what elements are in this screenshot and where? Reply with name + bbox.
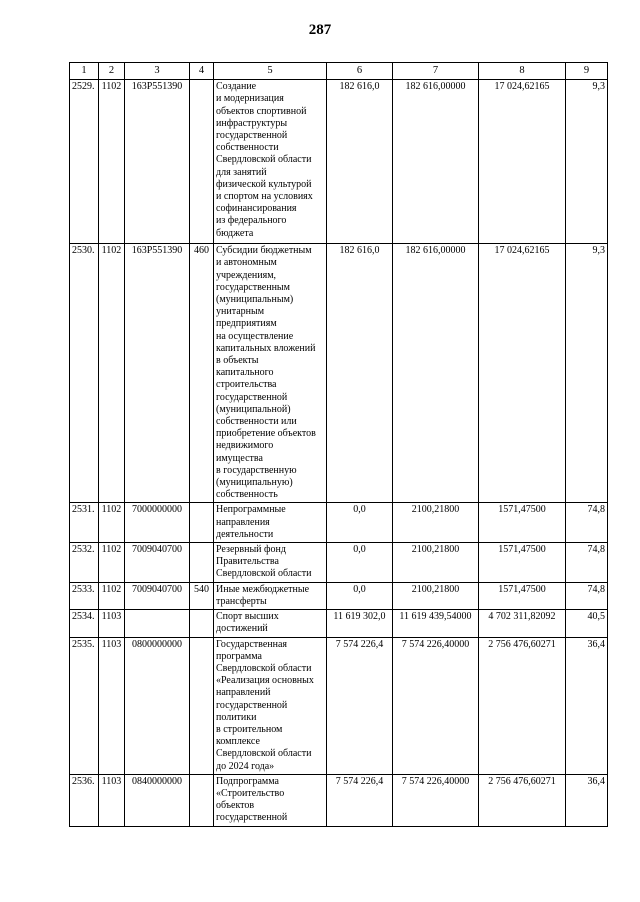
column-header: 7 xyxy=(393,63,479,80)
table-row xyxy=(70,503,608,543)
table-row xyxy=(70,80,608,244)
section-code: 1103 xyxy=(99,774,125,826)
executed-amount: 17 024,62165 xyxy=(479,80,566,244)
header-row xyxy=(70,63,608,80)
approved-amount: 0,0 xyxy=(327,543,393,583)
expense-type xyxy=(190,543,214,583)
row-number: 2534. xyxy=(70,610,99,637)
refined-amount: 2100,21800 xyxy=(393,582,479,609)
execution-percent: 40,5 xyxy=(566,610,608,637)
item-name: Субсидии бюджетным и автономным учреждениям, государственным (муниципальным) унитарным предприятиям на осуществление капитальных вложений в объекты капитального строительства государственной (муниципальной) собственности или приобретение объектов недвижимого имущества в государственную (муниципальную) собственность xyxy=(214,244,327,503)
execution-percent: 74,8 xyxy=(566,582,608,609)
target-code: 0840000000 xyxy=(125,774,190,826)
executed-amount: 17 024,62165 xyxy=(479,244,566,503)
table-row xyxy=(70,582,608,609)
refined-amount: 182 616,00000 xyxy=(393,244,479,503)
section-code: 1102 xyxy=(99,80,125,244)
item-name: Подпрограмма «Строительство объектов государственной xyxy=(214,774,327,826)
executed-amount: 4 702 311,82092 xyxy=(479,610,566,637)
executed-amount: 1571,47500 xyxy=(479,503,566,543)
target-code: 7000000000 xyxy=(125,503,190,543)
row-number: 2532. xyxy=(70,543,99,583)
refined-amount: 7 574 226,40000 xyxy=(393,774,479,826)
table-row xyxy=(70,543,608,583)
expense-type: 460 xyxy=(190,244,214,503)
page-number: 287 xyxy=(308,22,332,38)
column-header: 9 xyxy=(566,63,608,80)
executed-amount: 2 756 476,60271 xyxy=(479,774,566,826)
execution-percent: 74,8 xyxy=(566,503,608,543)
execution-percent: 36,4 xyxy=(566,637,608,774)
approved-amount: 182 616,0 xyxy=(327,80,393,244)
item-name: Иные межбюджетные трансферты xyxy=(214,582,327,609)
expense-type xyxy=(190,637,214,774)
column-header: 8 xyxy=(479,63,566,80)
budget-table xyxy=(69,62,608,827)
execution-percent: 36,4 xyxy=(566,774,608,826)
approved-amount: 7 574 226,4 xyxy=(327,774,393,826)
expense-type xyxy=(190,774,214,826)
execution-percent: 9,3 xyxy=(566,80,608,244)
column-header: 4 xyxy=(190,63,214,80)
row-number: 2533. xyxy=(70,582,99,609)
item-name: Спорт высших достижений xyxy=(214,610,327,637)
refined-amount: 2100,21800 xyxy=(393,543,479,583)
row-number: 2536. xyxy=(70,774,99,826)
approved-amount: 0,0 xyxy=(327,503,393,543)
refined-amount: 182 616,00000 xyxy=(393,80,479,244)
section-code: 1103 xyxy=(99,637,125,774)
expense-type xyxy=(190,503,214,543)
section-code: 1103 xyxy=(99,610,125,637)
approved-amount: 7 574 226,4 xyxy=(327,637,393,774)
section-code: 1102 xyxy=(99,582,125,609)
expense-type: 540 xyxy=(190,582,214,609)
table-row xyxy=(70,637,608,774)
column-header: 3 xyxy=(125,63,190,80)
table-row xyxy=(70,774,608,826)
column-header: 5 xyxy=(214,63,327,80)
item-name: Государственная программа Свердловской области «Реализация основных направлений государственной политики в строительном комплексе Свердловской области до 2024 года» xyxy=(214,637,327,774)
refined-amount: 2100,21800 xyxy=(393,503,479,543)
refined-amount: 11 619 439,54000 xyxy=(393,610,479,637)
row-number: 2531. xyxy=(70,503,99,543)
table-row xyxy=(70,610,608,637)
item-name: Непрограммные направления деятельности xyxy=(214,503,327,543)
item-name: Создание и модернизация объектов спортивной инфраструктуры государственной собственности Свердловской области для занятий физической культурой и спортом на условиях софинансирования из федерального бюджета xyxy=(214,80,327,244)
item-name: Резервный фонд Правительства Свердловской области xyxy=(214,543,327,583)
column-header: 6 xyxy=(327,63,393,80)
row-number: 2529. xyxy=(70,80,99,244)
executed-amount: 1571,47500 xyxy=(479,543,566,583)
row-number: 2535. xyxy=(70,637,99,774)
target-code xyxy=(125,610,190,637)
refined-amount: 7 574 226,40000 xyxy=(393,637,479,774)
target-code: 7009040700 xyxy=(125,543,190,583)
section-code: 1102 xyxy=(99,244,125,503)
approved-amount: 182 616,0 xyxy=(327,244,393,503)
column-header: 2 xyxy=(99,63,125,80)
executed-amount: 2 756 476,60271 xyxy=(479,637,566,774)
target-code: 0800000000 xyxy=(125,637,190,774)
table-row xyxy=(70,244,608,503)
target-code: 163P551390 xyxy=(125,244,190,503)
executed-amount: 1571,47500 xyxy=(479,582,566,609)
column-header: 1 xyxy=(70,63,99,80)
execution-percent: 74,8 xyxy=(566,543,608,583)
section-code: 1102 xyxy=(99,503,125,543)
expense-type xyxy=(190,610,214,637)
expense-type xyxy=(190,80,214,244)
execution-percent: 9,3 xyxy=(566,244,608,503)
row-number: 2530. xyxy=(70,244,99,503)
approved-amount: 0,0 xyxy=(327,582,393,609)
approved-amount: 11 619 302,0 xyxy=(327,610,393,637)
section-code: 1102 xyxy=(99,543,125,583)
target-code: 7009040700 xyxy=(125,582,190,609)
target-code: 163P551390 xyxy=(125,80,190,244)
